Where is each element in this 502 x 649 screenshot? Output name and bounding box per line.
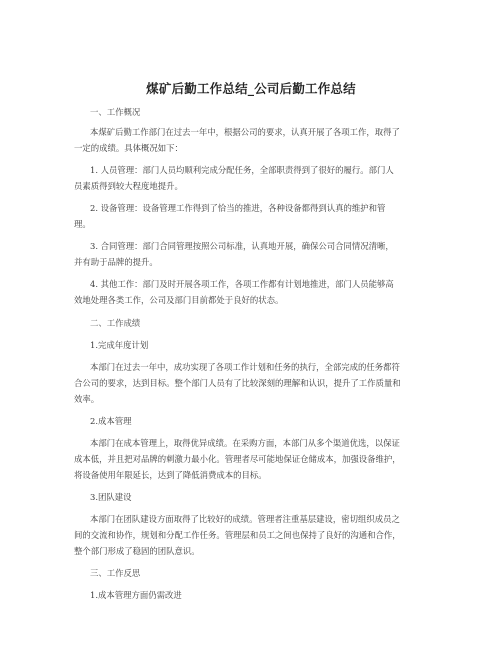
paragraph-line: 2. 设备管理：设备管理工作得到了恰当的推进，各种设备都得到认真的维护和管	[90, 203, 386, 213]
paragraph-line: 理。	[74, 219, 91, 229]
paragraph-line: 本部门在团队建设方面取得了比较好的成绩。管理者注重基层建设，密切组织成员之	[90, 514, 400, 524]
section-heading-overview: 一、工作概况	[90, 107, 141, 117]
subsection-heading: 3.团队建设	[90, 492, 132, 502]
subsection-heading: 1.完成年度计划	[90, 340, 149, 350]
paragraph-line: 3. 合同管理：部门合同管理按照公司标准，认真地开展，确保公司合同情况清晰，	[90, 241, 394, 251]
paragraph-line: 本部门在成本管理上，取得优异成绩。在采购方面，本部门从多个渠道优选，以保证	[90, 438, 400, 448]
paragraph-line: 员素质得到较大程度地提升。	[74, 181, 183, 191]
paragraph-line: 本煤矿后勤工作部门在过去一年中，根据公司的要求，认真开展了各项工作，取得了	[90, 127, 400, 137]
paragraph-line: 效地处理各类工作，公司及部门目前都处于良好的状态。	[74, 295, 284, 305]
paragraph-line: 一定的成绩。具体概况如下：	[74, 143, 183, 153]
paragraph-line: 本部门在过去一年中，成功实现了各项工作计划和任务的执行，全部完成的任务都符	[90, 362, 400, 372]
paragraph-line: 间的交流和协作，规划和分配工作任务。管理层和员工之间也保持了良好的沟通和合作，	[74, 530, 401, 540]
paragraph-line: 1. 人员管理：部门人员均顺利完成分配任务，全部职责得到了很好的履行。部门人	[90, 165, 394, 175]
subsection-heading: 1.成本管理方面仍需改进	[90, 590, 182, 600]
document-title: 煤矿后勤工作总结_公司后勤工作总结	[146, 81, 356, 96]
section-heading-achievements: 二、工作成绩	[90, 318, 141, 328]
paragraph-line: 并有助于品牌的提升。	[74, 257, 158, 267]
paragraph-line: 合公司的要求，达到目标。整个部门人员有了比较深刻的理解和认识，提升了工作质量和	[74, 378, 401, 388]
paragraph-line: 效率。	[74, 394, 100, 404]
subsection-heading: 2.成本管理	[90, 416, 132, 426]
paragraph-line: 4. 其他工作：部门及时开展各项工作，各项工作都有计划地推进，部门人员能够高	[90, 279, 394, 289]
section-heading-reflection: 三、工作反思	[90, 568, 141, 578]
paragraph-line: 整个部门形成了稳固的团队意识。	[74, 546, 200, 556]
paragraph-line: 将设备使用年限延长，达到了降低消费成本的目标。	[74, 470, 267, 480]
paragraph-line: 成本低，并且把对品牌的刺激力最小化。管理者尽可能地保证仓储成本，加强设备维护，	[74, 454, 401, 464]
